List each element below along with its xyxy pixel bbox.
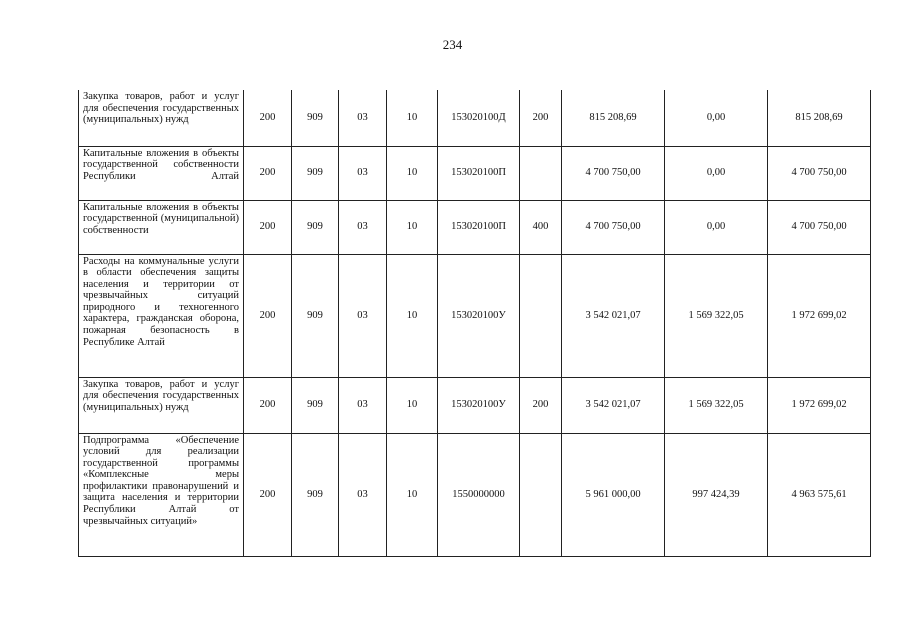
- cell-value: 909: [292, 433, 339, 556]
- amount-cell: 0,00: [665, 146, 768, 200]
- cell-value: 200: [244, 200, 292, 254]
- cell-value: 03: [339, 200, 387, 254]
- amount-cell: 997 424,39: [665, 433, 768, 556]
- cell-value: 909: [292, 90, 339, 146]
- row-name: Подпрограмма «Обеспечение условий для реализации государственной программы «Комплексные меры профилактики правонарушений и защита населения и территории Республики Алтай от чрезвычайных ситуаций»: [79, 433, 244, 556]
- expense-type-cell: [520, 254, 562, 377]
- table-row: [79, 377, 871, 433]
- row-name: Закупка товаров, работ и услуг для обеспечения государственных (муниципальных) нужд: [79, 377, 244, 433]
- cell-value: 909: [292, 200, 339, 254]
- amount-cell: 4 963 575,61: [768, 433, 871, 556]
- amount-cell: 4 700 750,00: [768, 200, 871, 254]
- amount-cell: 4 700 750,00: [562, 200, 665, 254]
- table-row: [79, 90, 871, 146]
- cell-value: 03: [339, 433, 387, 556]
- cell-value: 909: [292, 377, 339, 433]
- cell-value: 200: [244, 377, 292, 433]
- target-code-cell: 153020100Д: [438, 90, 520, 146]
- cell-value: 10: [387, 433, 438, 556]
- target-code-cell: 1550000000: [438, 433, 520, 556]
- table-row: [79, 254, 871, 377]
- cell-value: 10: [387, 90, 438, 146]
- amount-cell: 3 542 021,07: [562, 254, 665, 377]
- row-name: Капитальные вложения в объекты государственной (муниципальной) собственности: [79, 200, 244, 254]
- amount-cell: 0,00: [665, 90, 768, 146]
- budget-table: [78, 90, 871, 557]
- cell-value: 03: [339, 90, 387, 146]
- cell-value: 03: [339, 377, 387, 433]
- amount-cell: 3 542 021,07: [562, 377, 665, 433]
- target-code-cell: 153020100П: [438, 146, 520, 200]
- table-row: [79, 200, 871, 254]
- cell-value: 909: [292, 146, 339, 200]
- amount-cell: 815 208,69: [562, 90, 665, 146]
- expense-type-cell: 400: [520, 200, 562, 254]
- table-row: [79, 146, 871, 200]
- cell-value: 03: [339, 146, 387, 200]
- amount-cell: 5 961 000,00: [562, 433, 665, 556]
- cell-value: 10: [387, 200, 438, 254]
- expense-type-cell: [520, 433, 562, 556]
- cell-value: 10: [387, 146, 438, 200]
- table-row: [79, 433, 871, 556]
- expense-type-cell: [520, 146, 562, 200]
- cell-value: 200: [244, 433, 292, 556]
- amount-cell: 0,00: [665, 200, 768, 254]
- cell-value: 10: [387, 377, 438, 433]
- cell-value: 03: [339, 254, 387, 377]
- cell-value: 200: [244, 146, 292, 200]
- target-code-cell: 153020100У: [438, 254, 520, 377]
- amount-cell: 1 972 699,02: [768, 377, 871, 433]
- cell-value: 10: [387, 254, 438, 377]
- cell-value: 200: [244, 254, 292, 377]
- amount-cell: 4 700 750,00: [562, 146, 665, 200]
- row-name: Расходы на коммунальные услуги в области обеспечения защиты населения и территории от чрезвычайных ситуаций природного и техногенного характера, гражданская оборона, пожарная безопасность в Республике Алтай: [79, 254, 244, 377]
- cell-value: 909: [292, 254, 339, 377]
- amount-cell: 815 208,69: [768, 90, 871, 146]
- expense-type-cell: 200: [520, 377, 562, 433]
- amount-cell: 1 569 322,05: [665, 377, 768, 433]
- amount-cell: 4 700 750,00: [768, 146, 871, 200]
- target-code-cell: 153020100П: [438, 200, 520, 254]
- amount-cell: 1 569 322,05: [665, 254, 768, 377]
- row-name: Капитальные вложения в объекты государственной собственности Республики Алтай: [79, 146, 244, 200]
- row-name: Закупка товаров, работ и услуг для обеспечения государственных (муниципальных) нужд: [79, 90, 244, 146]
- amount-cell: 1 972 699,02: [768, 254, 871, 377]
- page-number: 234: [442, 37, 463, 52]
- expense-type-cell: 200: [520, 90, 562, 146]
- target-code-cell: 153020100У: [438, 377, 520, 433]
- cell-value: 200: [244, 90, 292, 146]
